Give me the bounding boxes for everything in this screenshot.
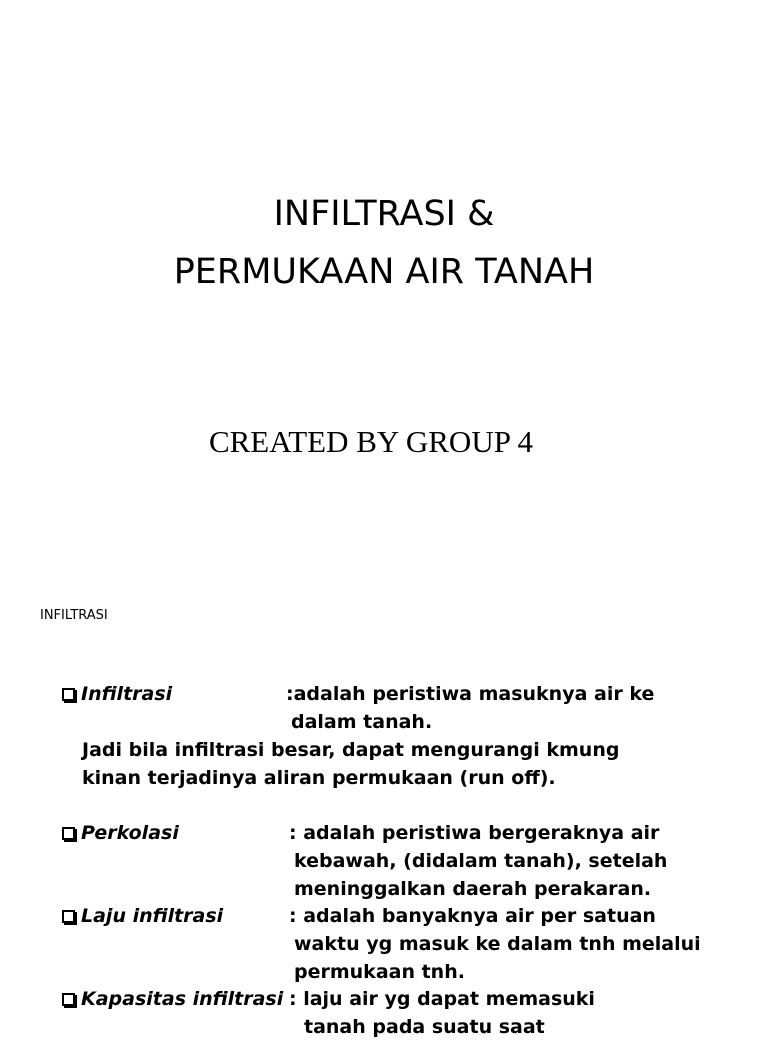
slide-heading: INFILTRASI [40, 608, 108, 623]
definition-line: permukaan tnh. [294, 961, 465, 983]
title-line-2: PERMUKAAN AIR TANAH [173, 252, 595, 292]
definition-line: kebawah, (didalam tanah), setelah [294, 850, 668, 872]
definition-line: : adalah banyaknya air per satuan [289, 905, 656, 927]
checkbox-bullet-icon [62, 993, 75, 1006]
definition-term: Infiltrasi [81, 683, 173, 705]
slide-title [0, 185, 768, 301]
slide-subtitle: CREATED BY GROUP 4 [208, 424, 534, 459]
definition-line: : laju air yg dapat memasuki [289, 988, 595, 1010]
definition-line: tanah pada suatu saat [304, 1016, 545, 1038]
definition-term-row [62, 985, 283, 1013]
note-line: kinan terjadinya aliran permukaan (run off). [82, 767, 556, 789]
title-line-1: INFILTRASI & [273, 194, 495, 234]
note-line: Jadi bila infiltrasi besar, dapat mengurangi kmung [82, 739, 620, 761]
definition-line: meninggalkan daerah perakaran. [294, 878, 652, 900]
definition-term: Kapasitas infiltrasi [81, 988, 284, 1010]
definition-term: Laju infiltrasi [81, 905, 224, 927]
definition-term: Perkolasi [81, 822, 179, 844]
definition-line: waktu yg masuk ke dalam tnh melalui [294, 933, 701, 955]
content-slide [0, 576, 768, 1038]
definition-line: :adalah peristiwa masuknya air ke [286, 683, 655, 705]
definition-item [0, 576, 768, 1038]
definition-line: dalam tanah. [291, 711, 433, 733]
definition-line: : adalah peristiwa bergeraknya air [289, 822, 660, 844]
